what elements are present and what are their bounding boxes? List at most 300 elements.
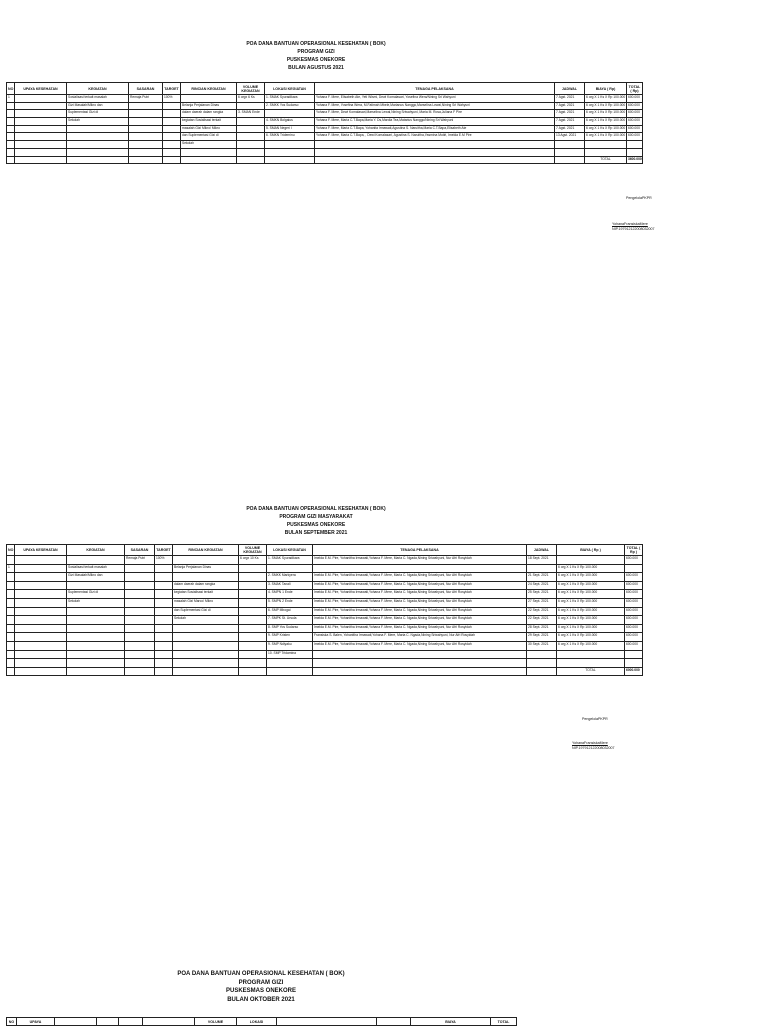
cell-empty [125, 667, 155, 676]
signature-name-block [612, 222, 655, 232]
column-header-kegiatan: KEGIATAN [67, 545, 125, 556]
cell-total: 600.000 [625, 607, 643, 616]
cell-upaya-kesehatan [15, 110, 67, 118]
cell-no [7, 641, 15, 650]
column-header-rincian-kegiatan [143, 1018, 195, 1026]
cell-upaya-kesehatan [15, 95, 67, 103]
cell-sasaran [125, 598, 155, 607]
cell-rincian-kegiatan: kegiatan Sosialisasi terkait [181, 118, 237, 126]
cell-target [163, 125, 181, 133]
cell-biaya: 6 org X 1 Ks X Rp 100.000 [557, 598, 625, 607]
title-line: PUSKESMAS ONEKORE [286, 57, 346, 63]
signature-name-block [572, 741, 615, 751]
cell-volume-kegiatan: 3. SMAN Ende [237, 110, 265, 118]
cell-total [627, 141, 643, 149]
cell-biaya: 6 org X 1 Ks X Rp 100.000 [585, 102, 627, 110]
title-line: POA DANA BANTUAN OPERASIONAL KESEHATAN ( BOK) [246, 41, 386, 47]
cell-rincian-kegiatan [173, 573, 239, 582]
cell-no [7, 650, 15, 659]
cell-sasaran [125, 573, 155, 582]
cell-rincian-kegiatan: masalah Gizi Mikro/ Mikro [181, 125, 237, 133]
column-header-lokasi-kegiatan: LOKASI KEGIATAN [267, 545, 313, 556]
cell-upaya-kesehatan [15, 590, 67, 599]
cell-sasaran [125, 581, 155, 590]
cell-volume-kegiatan [239, 650, 267, 659]
cell-volume-kegiatan [239, 590, 267, 599]
column-header-no: NO [7, 83, 15, 95]
cell-upaya-kesehatan [15, 616, 67, 625]
cell-rincian-kegiatan: dalam daerah dalam rangka [181, 110, 237, 118]
cell-upaya-kesehatan [15, 133, 67, 141]
title-line: BULAN SEPTEMBER 2021 [284, 530, 348, 536]
cell-sasaran [125, 616, 155, 625]
cell-kegiatan [67, 607, 125, 616]
table-row [7, 650, 643, 659]
cell-tenaga-pelaksana [313, 564, 527, 573]
column-header-volume-kegiatan: VOLUME KEGIATAN [237, 83, 265, 95]
cell-target [155, 607, 173, 616]
title-line: PROGRAM GIZI [238, 979, 284, 986]
cell-lokasi-kegiatan: 9. SMP Kristen [267, 633, 313, 642]
title-line: BULAN AGUSTUS 2021 [288, 65, 344, 71]
cell-jadwal: 7 Agst. 2021 [555, 125, 585, 133]
column-header-jadwal [377, 1018, 411, 1026]
cell-kegiatan: Sosialisasi terkait masalah [67, 564, 125, 573]
cell-jadwal [527, 564, 557, 573]
cell-tenaga-pelaksana: Yohana F. Mere, Maria C.T.Bapa, , Dewi Komalasari, Agustina S. Naruitha,Yasmina Mutiri, Imelda E.M Pire [315, 133, 555, 141]
column-header-upaya-kesehatan: UPAYA KESEHATAN [15, 83, 67, 95]
cell-target [155, 624, 173, 633]
cell-volume-kegiatan [237, 148, 265, 156]
cell-target [163, 133, 181, 141]
cell-sasaran [125, 590, 155, 599]
cell-tenaga-pelaksana: Imelda E.M. Pire, Yohanitha Irmawati,Yohana F. Mere, Maria C. Ngada,Nining Sriwahyuni, Nur Afri Rosyidah [313, 590, 527, 599]
cell-biaya [557, 650, 625, 659]
cell-no [7, 573, 15, 582]
table-header-row [7, 83, 643, 95]
cell-tenaga-pelaksana: Imelda E.M. Pire, Yohanitha Irmawati,Yohana F. Mere, Maria C. Ngada,Nining Sriwahyuni, Nur Afri Rosyidah [313, 598, 527, 607]
signature-title: PengelolaPKPR [626, 196, 652, 200]
table-row [7, 598, 643, 607]
cell-kegiatan: Suplementasi Gizi di [67, 590, 125, 599]
column-header-lokasi-kegiatan: LOKASI [237, 1018, 277, 1026]
cell-rincian-kegiatan: dan Suplementasi Gizi di [181, 133, 237, 141]
cell-tenaga-pelaksana: Imelda E.M. Pire, Yohanitha Irmawati,Yohana F. Mere, Maria C. Ngada,Nining Sriwahyuni, Nur Afri Rosyidah [313, 616, 527, 625]
cell-upaya-kesehatan [15, 633, 67, 642]
column-header-jadwal: JADWAL [527, 545, 557, 556]
cell-tenaga-pelaksana: Imelda E.M. Pire, Yohanitha Irmawati,Yohana F. Mere, Maria C. Ngada,Nining Sriwahyuni, Nur Afri Rosyidah [313, 581, 527, 590]
cell-biaya: 6 org X 1 Ks X Rp 100.000 [585, 125, 627, 133]
cell-volume-kegiatan [237, 133, 265, 141]
cell-empty [527, 667, 557, 676]
cell-volume-kegiatan [237, 125, 265, 133]
cell-upaya-kesehatan [15, 573, 67, 582]
cell-target [155, 659, 173, 668]
cell-sasaran [129, 118, 163, 126]
cell-total: 600.000 [625, 598, 643, 607]
cell-tenaga-pelaksana [315, 148, 555, 156]
cell-empty [67, 667, 125, 676]
cell-volume-kegiatan [239, 659, 267, 668]
cell-jadwal: 25 Sept. 2021 [527, 590, 557, 599]
column-header-volume-kegiatan: VOLUME [195, 1018, 237, 1026]
cell-empty [173, 667, 239, 676]
column-header-upaya-kesehatan: UPAYA KESEHATAN [15, 545, 67, 556]
cell-jadwal: 27 Sept. 2021 [527, 598, 557, 607]
column-header-tenaga-pelaksana: TENAGA PELAKSANA [315, 83, 555, 95]
cell-no [7, 624, 15, 633]
poa-table [6, 544, 643, 676]
cell-lokasi-kegiatan: 1. SMAK Syuradikara [265, 95, 315, 103]
table-row [7, 102, 643, 110]
cell-sasaran [125, 650, 155, 659]
cell-biaya: 6 org X 1 Ks X Rp 100.000 [557, 616, 625, 625]
cell-rincian-kegiatan [173, 624, 239, 633]
cell-rincian-kegiatan: kegiatan Sosialisasi terkait [173, 590, 239, 599]
title-line: POA DANA BANTUAN OPERASIONAL KESEHATAN ( BOK) [246, 506, 386, 512]
cell-tenaga-pelaksana: Yohana F. Mere, Elisabeth Ate, Yeti Wismi, Dewi Komalasari, Yosefina Wera/Nining Sri Wahyuni [315, 95, 555, 103]
table-row [7, 118, 643, 126]
column-header-no: NO [7, 1018, 17, 1026]
sheet-title [0, 505, 634, 537]
cell-total: 600.000 [625, 624, 643, 633]
column-header-total: TOTAL ( Rp) [627, 83, 643, 95]
title-line: PROGRAM GIZI [297, 49, 335, 55]
cell-lokasi-kegiatan: 7. SMPK St. Ursula [267, 616, 313, 625]
total-value: 6000.000 [625, 667, 643, 676]
poa-sheet-september [6, 505, 642, 755]
cell-jadwal: 13 Agst. 2021 [555, 133, 585, 141]
cell-no [7, 118, 15, 126]
table-row [7, 564, 643, 573]
cell-biaya: 6 org X 1 Ks X Rp 100.000 [585, 118, 627, 126]
table-row [7, 641, 643, 650]
column-header-tenaga-pelaksana: TENAGA PELAKSANA [313, 545, 527, 556]
cell-no: 1 [7, 95, 15, 103]
cell-biaya: 6 org X 1 Ks X Rp 100.000 [557, 573, 625, 582]
table-row [7, 556, 643, 565]
column-header-target: TARGET [155, 545, 173, 556]
cell-lokasi-kegiatan: 5. SMPN 2 Ende [267, 598, 313, 607]
cell-kegiatan [67, 133, 129, 141]
cell-target [163, 148, 181, 156]
column-header-biaya: BIAYA ( Rp) [585, 83, 627, 95]
cell-kegiatan [67, 148, 129, 156]
cell-total [627, 148, 643, 156]
table-row [7, 633, 643, 642]
cell-volume-kegiatan [239, 624, 267, 633]
cell-lokasi-kegiatan: 4. SMKN Bolgaius [265, 118, 315, 126]
cell-upaya-kesehatan [15, 624, 67, 633]
cell-lokasi-kegiatan: 10. SMP Tridamina [267, 650, 313, 659]
cell-rincian-kegiatan: Belanja Perjalanan Dinas [173, 564, 239, 573]
cell-lokasi-kegiatan: 6. SMKN Trideminu [265, 133, 315, 141]
cell-rincian-kegiatan: Sekolah [181, 141, 237, 149]
cell-sasaran [129, 133, 163, 141]
cell-empty [267, 667, 313, 676]
cell-target [155, 650, 173, 659]
poa-sheet-october [6, 970, 516, 1024]
cell-volume-kegiatan [239, 564, 267, 573]
table-row [7, 141, 643, 149]
total-row [7, 667, 643, 676]
cell-upaya-kesehatan [15, 125, 67, 133]
cell-kegiatan: Sekolah [67, 118, 129, 126]
column-header-biaya: BIAYA [411, 1018, 491, 1026]
cell-empty [163, 156, 181, 164]
cell-biaya: 6 org X 1 Ks X Rp 100.000 [557, 590, 625, 599]
column-header-tenaga-pelaksana [277, 1018, 377, 1026]
cell-jadwal: 22 Sept. 2021 [527, 616, 557, 625]
cell-target [155, 616, 173, 625]
cell-tenaga-pelaksana: Imelda E.M. Pire, Yohanitha Irmawati,Yohana F. Mere, Maria C. Ngada,Nining Sriwahyuni, Nur Afri Rosyidah [313, 607, 527, 616]
cell-biaya [557, 556, 625, 565]
cell-upaya-kesehatan [15, 556, 67, 565]
cell-jadwal: 29 Sept. 2021 [527, 633, 557, 642]
cell-total: 600.000 [627, 118, 643, 126]
column-header-jadwal: JADWAL [555, 83, 585, 95]
cell-no [7, 607, 15, 616]
cell-volume-kegiatan [239, 633, 267, 642]
cell-upaya-kesehatan [15, 659, 67, 668]
cell-kegiatan [67, 616, 125, 625]
cell-upaya-kesehatan [15, 598, 67, 607]
cell-sasaran [125, 633, 155, 642]
cell-target [155, 633, 173, 642]
total-label: TOTAL [557, 667, 625, 676]
column-header-sasaran [97, 1018, 119, 1026]
cell-volume-kegiatan [239, 581, 267, 590]
cell-kegiatan: Suplementasi Gizi di [67, 110, 129, 118]
cell-empty [15, 667, 67, 676]
cell-total [625, 564, 643, 573]
cell-no [7, 633, 15, 642]
cell-no: 1 [7, 564, 15, 573]
cell-lokasi-kegiatan: 8. SMP Yos Sudarso [267, 624, 313, 633]
cell-volume-kegiatan: 6 orgx 10 Ks [239, 556, 267, 565]
cell-kegiatan [67, 659, 125, 668]
cell-jadwal: 18 Sept. 2021 [527, 556, 557, 565]
poa-table [6, 82, 643, 164]
cell-upaya-kesehatan [15, 118, 67, 126]
cell-target [163, 110, 181, 118]
cell-upaya-kesehatan [15, 581, 67, 590]
cell-sasaran [125, 564, 155, 573]
cell-target [155, 598, 173, 607]
cell-lokasi-kegiatan: 3. SMAK Tanali [267, 581, 313, 590]
table-row [7, 659, 643, 668]
column-header-rincian-kegiatan: RINCIAN KEGIATAN [181, 83, 237, 95]
cell-empty [239, 667, 267, 676]
cell-total: 600.000 [627, 110, 643, 118]
cell-upaya-kesehatan [15, 607, 67, 616]
cell-volume-kegiatan: 6 orgx 6 Ks [237, 95, 265, 103]
cell-kegiatan [67, 125, 129, 133]
cell-sasaran [129, 148, 163, 156]
cell-empty [15, 156, 67, 164]
table-row [7, 110, 643, 118]
cell-sasaran [129, 102, 163, 110]
cell-volume-kegiatan [239, 573, 267, 582]
column-header-upaya-kesehatan: UPAYA [17, 1018, 55, 1026]
cell-lokasi-kegiatan [267, 564, 313, 573]
table-row [7, 581, 643, 590]
column-header-sasaran: SASARAN [125, 545, 155, 556]
title-line: BULAN OKTOBER 2021 [227, 996, 295, 1003]
cell-rincian-kegiatan [181, 148, 237, 156]
cell-tenaga-pelaksana: Imelda E.M. Pire, Yohanitha Irmawati,Yohana F. Mere, Maria C. Ngada,Nining Sriwahyuni, Nur Afri Rosyidah [313, 624, 527, 633]
cell-tenaga-pelaksana [313, 659, 527, 668]
cell-volume-kegiatan [237, 118, 265, 126]
cell-lokasi-kegiatan: 1. SMAK Syuradikara [267, 556, 313, 565]
poa-sheet-august [6, 40, 655, 240]
cell-empty [315, 156, 555, 164]
cell-target: 100% [155, 556, 173, 565]
cell-total [625, 659, 643, 668]
table-row [7, 133, 643, 141]
cell-jadwal [527, 650, 557, 659]
cell-lokasi-kegiatan [265, 141, 315, 149]
cell-lokasi-kegiatan: 6. SMP Mbogai [267, 607, 313, 616]
cell-tenaga-pelaksana: Yohana F. Mere, Maria C.T.Bapa,Maria Y. Ds,Mardia Tea,Matarius Nanggo/Nining Sri Wahyuni [315, 118, 555, 126]
cell-biaya: 6 org X 1 Ks X Rp 100.000 [557, 581, 625, 590]
cell-jadwal: 7 Agst. 2021 [555, 118, 585, 126]
cell-tenaga-pelaksana [313, 650, 527, 659]
cell-target [155, 573, 173, 582]
cell-sasaran [125, 641, 155, 650]
sheet-title [0, 40, 634, 72]
cell-biaya: 6 org X 1 Ks X Rp 100.000 [557, 564, 625, 573]
cell-rincian-kegiatan: masalah Gizi Marco/ Mikro [173, 598, 239, 607]
cell-total: 600.000 [625, 633, 643, 642]
cell-rincian-kegiatan [173, 556, 239, 565]
cell-jadwal [555, 141, 585, 149]
cell-biaya: 6 org X 1 Ks X Rp 100.000 [585, 133, 627, 141]
cell-volume-kegiatan [239, 616, 267, 625]
cell-lokasi-kegiatan [265, 110, 315, 118]
cell-empty [67, 156, 129, 164]
cell-sasaran [125, 607, 155, 616]
cell-total: 600.000 [625, 590, 643, 599]
cell-jadwal: 7 Agst. 2021 [555, 95, 585, 103]
signature-block [582, 717, 608, 722]
table-row [7, 624, 643, 633]
table-row [7, 607, 643, 616]
cell-volume-kegiatan [237, 102, 265, 110]
cell-rincian-kegiatan [173, 641, 239, 650]
table-row [7, 125, 643, 133]
signature-nip: NIP.197912122008032007 [572, 746, 615, 750]
signature-name: YohanaFransiskaMere [612, 222, 648, 226]
cell-kegiatan [67, 556, 125, 565]
cell-lokasi-kegiatan: 4. SMPN 1 Ende [267, 590, 313, 599]
cell-total: 600.000 [625, 616, 643, 625]
column-header-kegiatan [55, 1018, 97, 1026]
cell-sasaran [129, 141, 163, 149]
title-line: PUSKESMAS ONEKORE [286, 522, 346, 528]
cell-tenaga-pelaksana: Fransiska S. Balen, Yohanitha Irmawati,Yohana F. Mere, Maria C. Ngada,Nining Sriwahyuni, Nur Afri Rosyidah [313, 633, 527, 642]
cell-total: 600.000 [627, 125, 643, 133]
cell-total [625, 650, 643, 659]
cell-no [7, 616, 15, 625]
cell-no [7, 598, 15, 607]
cell-biaya [585, 148, 627, 156]
cell-no [7, 581, 15, 590]
cell-no [7, 133, 15, 141]
cell-sasaran [129, 125, 163, 133]
cell-biaya: 6 org X 1 Ks X Rp 100.000 [557, 641, 625, 650]
cell-total: 600.000 [625, 573, 643, 582]
cell-biaya: 6 org X 1 Ks X Rp 100.000 [557, 607, 625, 616]
column-header-total: TOTAL ( Rp ) [625, 545, 643, 556]
cell-kegiatan [67, 633, 125, 642]
cell-upaya-kesehatan [15, 650, 67, 659]
cell-empty [7, 667, 15, 676]
cell-jadwal: 30 Sept. 2021 [527, 641, 557, 650]
cell-biaya [557, 659, 625, 668]
total-label: TOTAL [585, 156, 627, 164]
table-header-row [7, 545, 643, 556]
table-row [7, 590, 643, 599]
column-header-sasaran: SASARAN [129, 83, 163, 95]
cell-rincian-kegiatan: Belanja Perjalanan Dinas [181, 102, 237, 110]
cell-tenaga-pelaksana: Imelda E.M. Pire, Yohanitha Irmawati,Yohana F. Mere, Maria C. Ngada,Nining Sriwahyuni, Nur Afri Rosyidah [313, 573, 527, 582]
cell-biaya: 6 org X 1 Ks X Rp 100.000 [557, 624, 625, 633]
column-header-lokasi-kegiatan: LOKASI KEGIATAN [265, 83, 315, 95]
signature-title: PengelolaPKPR [582, 717, 608, 721]
cell-sasaran [129, 110, 163, 118]
cell-no [7, 590, 15, 599]
table-header-row [7, 1018, 517, 1026]
cell-no [7, 556, 15, 565]
cell-kegiatan [67, 650, 125, 659]
cell-empty [313, 667, 527, 676]
cell-lokasi-kegiatan: 2. SMKK Yos Sudarso [265, 102, 315, 110]
cell-target: 100% [163, 95, 181, 103]
cell-empty [181, 156, 237, 164]
cell-volume-kegiatan [239, 641, 267, 650]
cell-lokasi-kegiatan: 2. SMKK Markyera [267, 573, 313, 582]
cell-upaya-kesehatan [15, 102, 67, 110]
cell-total: 600.000 [627, 95, 643, 103]
cell-empty [265, 156, 315, 164]
cell-no [7, 141, 15, 149]
cell-kegiatan [67, 581, 125, 590]
cell-jadwal: 7 Agst. 2021 [555, 110, 585, 118]
cell-upaya-kesehatan [15, 148, 67, 156]
cell-upaya-kesehatan [15, 641, 67, 650]
cell-no [7, 125, 15, 133]
column-header-target [119, 1018, 143, 1026]
table-row [7, 95, 643, 103]
cell-biaya: 6 org X 1 Ks X Rp 100.000 [557, 633, 625, 642]
cell-total: 600.000 [627, 102, 643, 110]
cell-empty [7, 156, 15, 164]
cell-lokasi-kegiatan [267, 659, 313, 668]
cell-tenaga-pelaksana: Imelda E.M. Pire, Yohanitha Irmawati,Yohana F. Mere, Maria C. Ngada,Nining Sriwahyuni, Nur Afri Rosyidah [313, 641, 527, 650]
column-header-biaya: BIAYA ( Rp ) [557, 545, 625, 556]
cell-rincian-kegiatan [173, 633, 239, 642]
cell-target [155, 564, 173, 573]
cell-total: 600.000 [625, 641, 643, 650]
cell-volume-kegiatan [237, 141, 265, 149]
column-header-no: NO [7, 545, 15, 556]
cell-target [163, 141, 181, 149]
cell-upaya-kesehatan [15, 564, 67, 573]
cell-tenaga-pelaksana: Yohana F. Mere, Yosefina Wera, M.Fatimah Mbele,Marianus Nanggo,Marselina Lewai,Nining Sri Wahyuni [315, 102, 555, 110]
cell-no [7, 148, 15, 156]
cell-kegiatan [67, 141, 129, 149]
